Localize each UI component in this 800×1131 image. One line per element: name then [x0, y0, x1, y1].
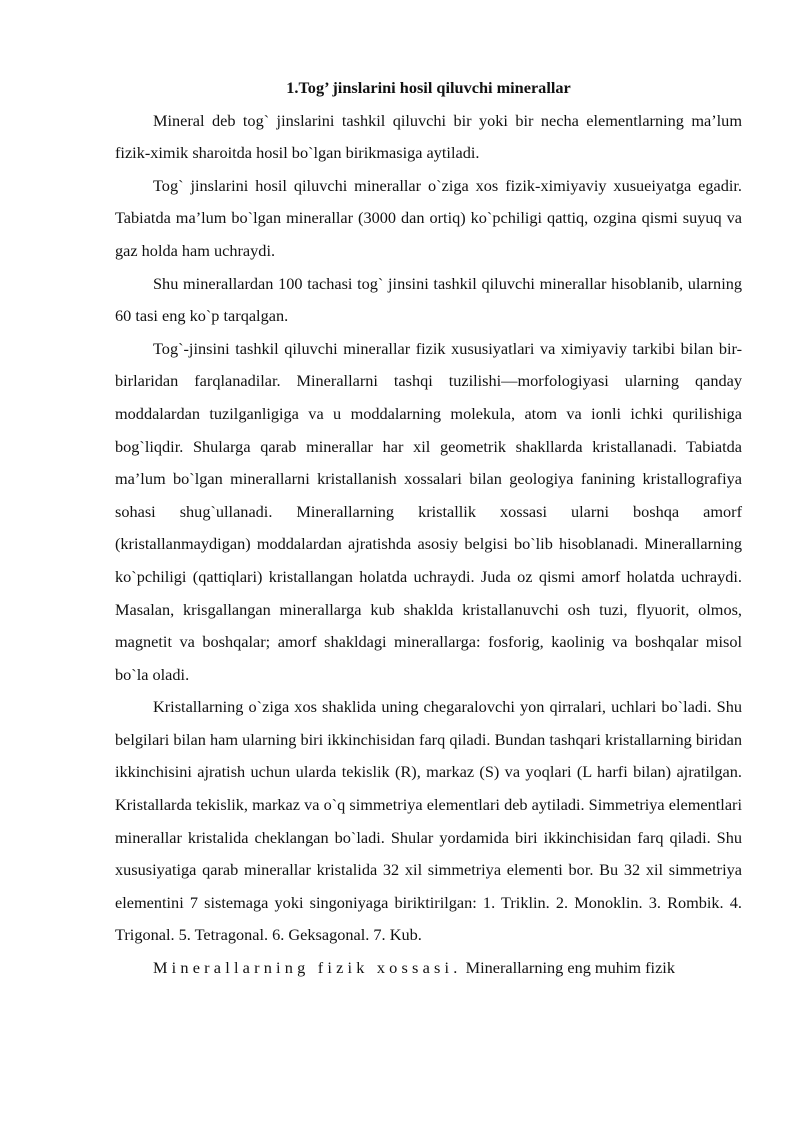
- section-title: 1.Tog’ jinslarini hosil qiluvchi minerallar: [286, 78, 571, 97]
- document-body: [115, 72, 742, 985]
- spaced-subheading: Minerallarning fizik xossasi.: [153, 958, 462, 978]
- paragraph-symmetry-elements: Kristallarning o`ziga xos shaklida uning chegaralovchi yon qirralari, uchlari bo`ladi. Shu belgilari bilan ham ularning biri ikkinchisidan farq qiladi. Bundan tashqari kristallarning biridan ikkinchisini ajratish uchun ularda tekislik (R), markaz (S) va yoqlari (L harfi bilan) ajratilgan. Kristallarda tekislik, markaz va o`q simmetriya elementlari deb aytiladi. Simmetriya elementlari minerallar kristalida cheklangan bo`ladi. Shular yordamida biri ikkinchisidan farq qiladi. Shu xususiyatiga qarab minerallar kristalida 32 xil simmetriya elementi bor. Bu 32 xil simmetriya elementini 7 sistemaga yoki singoniyaga biriktirilgan: 1. Triklin. 2. Monoklin. 3. Rombik. 4. Trigonal. 5. Tetragonal. 6. Geksagonal. 7. Kub.: [115, 697, 742, 945]
- paragraph-rock-forming-minerals: Shu minerallardan 100 tachasi tog` jinsini tashkil qiluvchi minerallar hisoblanib, ularning 60 tasi eng ko`p tarqalgan.: [115, 273, 742, 326]
- paragraph-continuation-text: Minerallarning eng muhim fizik: [461, 958, 675, 978]
- paragraph-physical-properties: [115, 952, 742, 985]
- paragraph-mineral-definition: Mineral deb tog` jinslarini tashkil qiluvchi bir yoki bir necha elementlarning ma’lum fizik-ximik sharoitda hosil bo`lgan birikmasiga aytiladi.: [115, 110, 742, 163]
- paragraph-mineral-properties: Tog` jinslarini hosil qiluvchi minerallar o`ziga xos fizik-ximiyaviy xusueiyatga egadir. Tabiatda ma’lum bo`lgan minerallar (3000 dan ortiq) ko`pchiligi qattiq, ozgina qismi suyuq va gaz holda ham uchraydi.: [115, 175, 742, 260]
- paragraph-crystallization: Tog`-jinsini tashkil qiluvchi minerallar fizik xususiyatlari va ximiyaviy tarkibi bilan bir-birlaridan farqlanadilar. Minerallarni tashqi tuzilishi—morfologiyasi ularning qanday moddalardan tuzilganligiga va u moddalarning molekula, atom va ionli ichki qurilishiga bog`liqdir. Shularga qarab minerallar har xil geometrik shakllarda kristallanadi. Tabiatda ma’lum bo`lgan minerallarni kristallanish xossalari bilan geologiya fanining kristallografiya sohasi shug`ullanadi. Minerallarning kristallik xossasi ularni boshqa amorf (kristallanmaydigan) moddalardan ajratishda asosiy belgisi bo`lib hisoblanadi. Minerallarning ko`pchiligi (qattiqlari) kristallangan holatda uchraydi. Juda oz qismi amorf holatda uchraydi. Masalan, krisgallangan minerallarga kub shaklda kristallanuvchi osh tuzi, flyuorit, olmos, magnetit va boshqalar; amorf shakldagi minerallarga: fosforig, kaolinig va boshqalar misol bo`la oladi.: [115, 338, 742, 684]
